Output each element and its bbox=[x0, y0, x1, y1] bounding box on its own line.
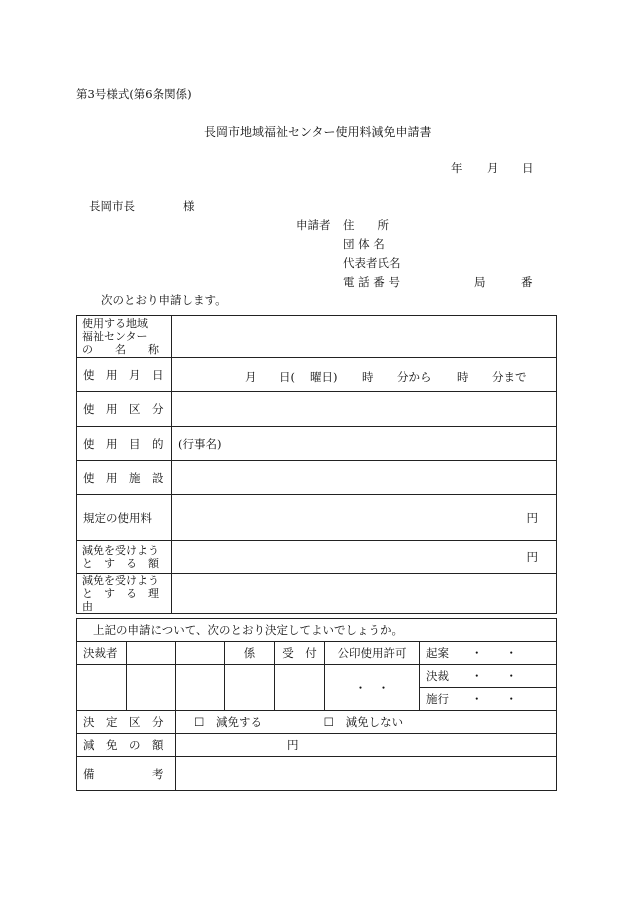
permit-label: 公印使用許可 bbox=[325, 642, 420, 665]
row-center-name bbox=[77, 316, 557, 358]
approver-label: 決裁者 bbox=[77, 642, 127, 665]
row-facility bbox=[77, 461, 557, 495]
draft-dots: ・ ・ bbox=[471, 646, 517, 660]
not-exempt-checkbox[interactable]: ☐ bbox=[323, 715, 334, 729]
exempt-option-label: 減免する bbox=[215, 715, 262, 729]
date-hour1-text: 時 bbox=[362, 370, 374, 384]
draft-label: 起案 bbox=[426, 646, 449, 660]
date-label: 使 用 月 日 bbox=[77, 358, 172, 392]
approver-cell-1[interactable] bbox=[127, 642, 176, 665]
exemption-amount-decision-field[interactable] bbox=[176, 734, 557, 757]
remarks-field[interactable] bbox=[176, 757, 557, 791]
staff-label: 係 bbox=[225, 642, 275, 665]
enforcement-cell[interactable] bbox=[420, 688, 557, 711]
fee-unit: 円 bbox=[526, 510, 538, 525]
staff-sign[interactable] bbox=[225, 665, 275, 711]
category-field[interactable] bbox=[172, 392, 557, 427]
approver-sign-1[interactable] bbox=[77, 665, 127, 711]
decision-table bbox=[76, 618, 557, 791]
reception-label: 受 付 bbox=[275, 642, 325, 665]
applicant-address-label: 住 所 bbox=[343, 218, 389, 232]
addressee-honorific: 様 bbox=[183, 199, 195, 213]
applicant-group-label: 団 体 名 bbox=[343, 237, 385, 251]
enforcement-dots: ・ ・ bbox=[471, 692, 517, 706]
exemption-reason-label: 減免を受けよう と す る 理 由 bbox=[77, 574, 172, 614]
approval-cell[interactable] bbox=[420, 665, 557, 688]
facility-field[interactable] bbox=[172, 461, 557, 495]
exemption-amount-decision-unit: 円 bbox=[287, 738, 299, 752]
not-exempt-option-label: 減免しない bbox=[345, 715, 404, 729]
applicant-phone-station: 局 bbox=[474, 275, 486, 289]
enforcement-label: 施行 bbox=[426, 692, 449, 706]
date-year: 年 bbox=[451, 161, 463, 175]
category-label: 使 用 区 分 bbox=[77, 392, 172, 427]
date-hour2-text: 時 bbox=[457, 370, 469, 384]
applicant-representative-label: 代表者氏名 bbox=[343, 256, 401, 270]
approval-label: 決裁 bbox=[426, 669, 449, 683]
application-table bbox=[76, 315, 557, 614]
draft-cell[interactable] bbox=[420, 642, 557, 665]
approver-cell-2[interactable] bbox=[176, 642, 225, 665]
fee-field[interactable] bbox=[172, 495, 557, 541]
date-day-text: 日( bbox=[279, 370, 295, 384]
purpose-hint: (行事名) bbox=[178, 436, 222, 451]
reception-sign[interactable] bbox=[275, 665, 325, 711]
addressee-name: 長岡市長 bbox=[89, 199, 135, 213]
date-month-text: 月 bbox=[245, 370, 257, 384]
decision-category-field bbox=[176, 711, 557, 734]
decision-category-label: 決 定 区 分 bbox=[77, 711, 176, 734]
approver-sign-2[interactable] bbox=[127, 665, 176, 711]
date-until-text: 分まで bbox=[492, 370, 527, 384]
date-from-text: 分から bbox=[397, 370, 432, 384]
center-name-field[interactable] bbox=[172, 316, 557, 358]
row-category bbox=[77, 392, 557, 427]
decision-question: 上記の申請について、次のとおり決定してよいでしょうか。 bbox=[77, 619, 557, 642]
row-date bbox=[77, 358, 557, 392]
row-purpose bbox=[77, 427, 557, 461]
fee-label: 規定の使用料 bbox=[77, 495, 172, 541]
form-number: 第3号様式(第6条関係) bbox=[76, 87, 192, 101]
applicant-phone-number: 番 bbox=[521, 275, 533, 289]
purpose-label: 使 用 目 的 bbox=[77, 427, 172, 461]
exemption-amount-unit: 円 bbox=[526, 550, 538, 564]
remarks-label: 備 考 bbox=[77, 757, 176, 791]
row-exemption-reason bbox=[77, 574, 557, 614]
date-field[interactable] bbox=[172, 358, 557, 392]
approval-dots: ・ ・ bbox=[471, 669, 517, 683]
date-day: 日 bbox=[522, 161, 534, 175]
facility-label: 使 用 施 設 bbox=[77, 461, 172, 495]
form-title: 長岡市地域福祉センター使用料減免申請書 bbox=[204, 125, 432, 139]
exemption-amount-decision-label: 減 免 の 額 bbox=[77, 734, 176, 757]
date-weekday-text: 曜日) bbox=[310, 370, 338, 384]
exemption-amount-field[interactable] bbox=[172, 541, 557, 574]
row-fee bbox=[77, 495, 557, 541]
applicant-label: 申請者 bbox=[296, 218, 331, 232]
permit-dots: ・ ・ bbox=[325, 665, 420, 711]
row-exemption-amount bbox=[77, 541, 557, 574]
applicant-phone-label: 電 話 番 号 bbox=[343, 275, 400, 289]
purpose-field[interactable] bbox=[172, 427, 557, 461]
exemption-reason-field[interactable] bbox=[172, 574, 557, 614]
intro-text: 次のとおり申請します。 bbox=[101, 293, 227, 307]
approver-sign-3[interactable] bbox=[176, 665, 225, 711]
center-name-label: 使用する地域 福祉センター の 名 称 bbox=[77, 316, 172, 358]
exemption-amount-label: 減免を受けよう と す る 額 bbox=[77, 541, 172, 574]
exempt-checkbox[interactable]: ☐ bbox=[194, 715, 205, 729]
date-month: 月 bbox=[487, 161, 499, 175]
